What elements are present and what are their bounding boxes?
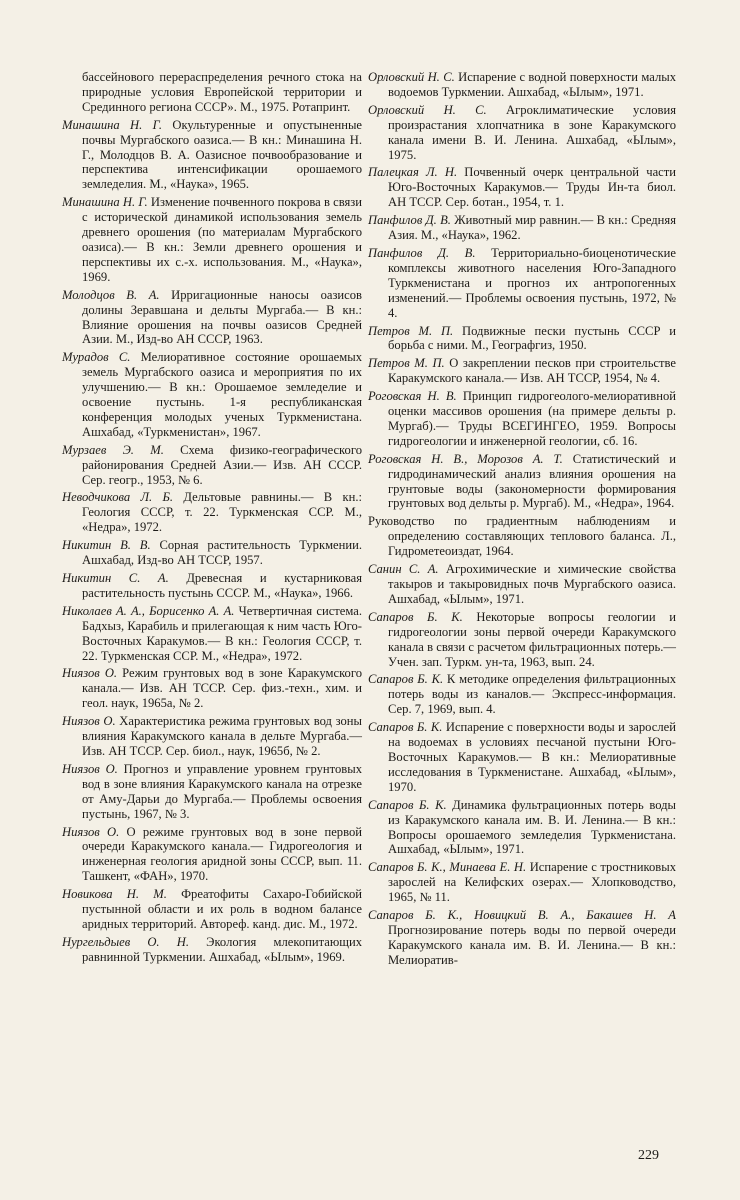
- entry-text: Прогнозирование потерь воды по первой очереди Каракумского канала им. В. И. Ленина.— В кн.: Мелиоратив-: [388, 922, 676, 967]
- bibliography-entry: [368, 452, 676, 512]
- entry-text: Почвенный очерк центральной части Юго-Восточных Каракумов.— Труды Ин-та биол. АН ТССР. Сер. ботан., 1954, т. 1.: [388, 165, 676, 210]
- bibliography-entry: [62, 490, 362, 535]
- entry-text: бассейнового перераспределения речного стока на природные условия Европейской территории и Срединного региона СССР». М., 1975. Ротапринт.: [82, 70, 362, 114]
- bibliography-entry: [368, 213, 676, 243]
- entry-author: Орловский Н. С.: [368, 70, 455, 84]
- entry-text: Прогноз и управление уровнем грунтовых вод в зоне влияния Каракумского канала на отрезке от Аму-Дарьи до Мургаба.— Проблемы освоения пустынь, 1967, № 3.: [82, 761, 362, 821]
- bibliography-entry: [62, 935, 362, 965]
- entry-text: Сорная растительность Туркмении. Ашхабад, Изд-во АН ТССР, 1957.: [82, 538, 363, 568]
- bibliography-entry: [368, 514, 676, 559]
- bibliography-entry: [368, 103, 676, 163]
- bibliography-entry: [62, 762, 362, 822]
- entry-text: Режим грунтовых вод в зоне Каракумского канала.— Изв. АН ТССР. Сер. физ.-техн., хим. и геол. наук, 1965а, № 2.: [82, 666, 362, 711]
- entry-author: Палецкая Л. Н.: [368, 165, 458, 180]
- bibliography-entry: [368, 389, 676, 449]
- entry-text: Территориально-биоценотические комплексы животного населения Юго-Западного Туркменистана и прогноз их антропогенных изменений.— Проблемы освоения пустынь, 1972, № 4.: [388, 245, 677, 320]
- entry-author: Мурадов С.: [62, 350, 131, 365]
- entry-author: Никитин В. В.: [62, 538, 151, 553]
- bibliography-entry: [368, 70, 676, 100]
- entry-text: Принцип гидрогеолого-мелиоративной оценки массивов орошения (на примере дельты р. Мургаб).— Труды ВСЕГИНГЕО, 1959. Вопросы гидрогеологии и инженерной геологии, сб. 16.: [388, 389, 676, 448]
- bibliography-entry: [368, 908, 676, 968]
- bibliography-entry: [368, 672, 676, 717]
- bibliography-entry: [62, 825, 362, 885]
- bibliography-entry: [368, 860, 676, 905]
- bibliography-entry: [62, 443, 362, 488]
- entry-author: Ниязов О.: [62, 714, 116, 729]
- entry-text: Подвижные пески пустынь СССР и борьба с ними. М., Географгиз, 1950.: [388, 323, 677, 353]
- page-number: 229: [638, 1148, 659, 1163]
- entry-author: Панфилов Д. В.: [368, 245, 476, 260]
- entry-text: Окультуренные и опустыненные почвы Мургабского оазиса.— В кн.: Минашина Н. Г., Молодцов В. А. Оазисное почвообразование и перспектива интенсификации орошаемого земледелия. М., «Наука», 1965.: [82, 117, 362, 192]
- bibliography-entry: [368, 562, 676, 607]
- entry-author: Сапаров Б. К., Минаева Е. Н.: [368, 860, 527, 875]
- bibliography-entry: [368, 798, 676, 858]
- entry-author: Минашина Н. Г.: [62, 117, 163, 132]
- entry-text: Мелиоративное состояние орошаемых земель Мургабского оазиса и мероприятия по их улучшению.— В кн.: Орошаемое земледелие и освоение пустынь. 1-я республиканская конференция молодых ученых Туркменистана. Ашхабад, «Туркменистан», 1967.: [82, 350, 362, 439]
- entry-text: Экология млекопитающих равнинной Туркмении. Ашхабад, «Ылым», 1969.: [82, 934, 362, 964]
- entry-author: Орловский Н. С.: [368, 102, 487, 117]
- bibliography-entry: [62, 604, 362, 664]
- entry-text: Руководство по градиентным наблюдениям и определению составляющих теплового баланса. Л., Гидрометеоиздат, 1964.: [368, 514, 676, 559]
- bibliography-entry: [62, 538, 362, 568]
- entry-author: Роговская Н. В., Морозов А. Т.: [368, 451, 563, 466]
- bibliography-entry: [62, 714, 362, 759]
- entry-author: Роговская Н. В.: [368, 389, 457, 404]
- entry-text: Четвертичная система. Бадхыз, Карабиль и прилегающая к ним часть Юго-Восточных Каракумов.— В кн.: Геология СССР, т. 22. Туркменская ССР. М., «Недра», 1972.: [82, 603, 362, 663]
- entry-author: Молодцов В. А.: [62, 287, 160, 302]
- entry-text: Ирригационные наносы оазисов долины Зеравшана и дельты Мургаба.— В кн.: Влияние орошения на почвы оазисов Средней Азии. М., Изд-во АН СССР, 1963.: [82, 287, 362, 347]
- entry-text: Испарение с водной поверхности малых водоемов Туркмении. Ашхабад, «Ылым», 1971.: [388, 70, 676, 99]
- left-column: [62, 70, 362, 968]
- entry-author: Ниязов О.: [62, 824, 120, 839]
- entry-author: Никитин С. А.: [62, 571, 169, 585]
- entry-text: Схема физико-географического районирования Средней Азии.— Изв. АН СССР. Сер. геогр., 1953, № 6.: [82, 442, 362, 487]
- bibliography-entry: [62, 70, 362, 115]
- entry-author: Сапаров Б. К., Новицкий В. А., Бакашев Н. А: [368, 908, 676, 923]
- entry-text: О закреплении песков при строительстве Каракумского канала.— Изв. АН ТССР, 1954, № 4.: [388, 356, 676, 386]
- entry-text: Древесная и кустарниковая растительность пустынь СССР. М., «Наука», 1966.: [82, 571, 362, 600]
- entry-text: Некоторые вопросы геологии и гидрогеологии зоны первой очереди Каракумского канала в связи с расчетом фильтрационных потерь.— Учен. зап. Туркм. ун-та, 1963, вып. 24.: [388, 609, 676, 669]
- bibliography-entry: [62, 195, 362, 284]
- entry-text: Фреатофиты Сахаро-Гобийской пустынной области и их роль в водном балансе аридных территорий. Автореф. канд. дис. М., 1972.: [82, 887, 362, 931]
- bibliography-entry: [368, 246, 676, 321]
- bibliography-entry: [368, 356, 676, 386]
- entry-text: Дельтовые равнины.— В кн.: Геология СССР, т. 22. Туркменская ССР. М., «Недра», 1972.: [82, 490, 362, 535]
- bibliography-entry: [368, 324, 676, 354]
- entry-author: Николаев А. А., Борисенко А. А.: [62, 603, 235, 618]
- entry-author: Сапаров Б. К.: [368, 720, 443, 735]
- entry-text: Динамика фультрационных потерь воды из Каракумского канала им. В. И. Ленина.— В кн.: Вопросы орошаемого земледелия Туркменистана. Ашхабад, «Ылым», 1971.: [388, 797, 677, 857]
- bibliography-entry: [368, 610, 676, 670]
- entry-text: Агрохимические и химические свойства такыров и такыровидных почв Мургабского оазиса. Ашхабад, «Ылым», 1971.: [388, 562, 676, 606]
- entry-text: Животный мир равнин.— В кн.: Средняя Азия. М., «Наука», 1962.: [388, 213, 676, 243]
- entry-author: Сапаров Б. К.: [368, 672, 444, 687]
- entry-text: Испарение с поверхности воды и зарослей на водоемах в условиях песчаной пустыни Юго-Восточных Каракумов.— В кн.: Мелиоративные исследования в Туркменистане. Ашхабад, «Ылым», 1970.: [388, 720, 676, 794]
- entry-text: О режиме грунтовых вод в зоне первой очереди Каракумского канала.— Гидрогеология и инженерная геология аридной зоны СССР, вып. 11. Ташкент, «ФАН», 1970.: [82, 824, 363, 884]
- bibliography-entry: [62, 350, 362, 439]
- entry-author: Новикова Н. М.: [62, 887, 167, 902]
- bibliography-entry: [368, 720, 676, 795]
- bibliography-entry: [62, 666, 362, 711]
- entry-author: Неводчикова Л. Б.: [62, 490, 174, 505]
- entry-author: Петров М. П.: [368, 323, 454, 338]
- entry-author: Мурзаев Э. М.: [62, 442, 164, 457]
- bibliography-entry: [368, 165, 676, 210]
- entry-text: Статистический и гидродинамический анализ влияния орошения на грунтовые воды (закономерности формирования грунтовых вод дельты р. Мургаб). М., «Недра», 1964.: [388, 451, 676, 511]
- entry-author: Ниязов О.: [62, 666, 118, 681]
- entry-text: Агроклиматические условия произрастания хлопчатника в зоне Каракумского канала имени В. И. Ленина. Ашхабад, «Ылым», 1975.: [388, 102, 676, 162]
- entry-author: Сапаров Б. К.: [368, 609, 463, 624]
- bibliography-entry: [62, 887, 362, 932]
- entry-text: Изменение почвенного покрова в связи с исторической динамикой использования земель древнего орошения (по материалам Мургабского оазиса).— В кн.: Земли древнего орошения и перспективы их с.-х. использования. М., «Наука», 1969.: [82, 195, 362, 284]
- bibliography-entry: [62, 118, 362, 193]
- bibliography-entry: [62, 571, 362, 601]
- entry-author: Нургельдыев О. Н.: [62, 934, 189, 949]
- entry-author: Ниязов О.: [62, 761, 118, 776]
- entry-author: Петров М. П.: [368, 356, 445, 371]
- entry-author: Сапаров Б. К.: [368, 797, 447, 812]
- entry-author: Минашина Н. Г.: [62, 195, 148, 210]
- entry-author: Панфилов Д. В.: [368, 213, 451, 228]
- entry-text: К методике определения фильтрационных потерь воды из каналов.— Экспресс-информация. Сер. 7, 1969, вып. 4.: [388, 672, 676, 717]
- entry-text: Испарение с тростниковых зарослей на Келифских озерах.— Хлопководство, 1965, № 11.: [388, 860, 677, 905]
- bibliography-entry: [62, 288, 362, 348]
- right-column: [368, 70, 676, 971]
- entry-author: Санин С. А.: [368, 562, 439, 577]
- entry-text: Характеристика режима грунтовых вод зоны влияния Каракумского канала в дельте Мургаба.— Изв. АН ТССР. Сер. биол., наук, 1965б, № 2.: [82, 714, 362, 758]
